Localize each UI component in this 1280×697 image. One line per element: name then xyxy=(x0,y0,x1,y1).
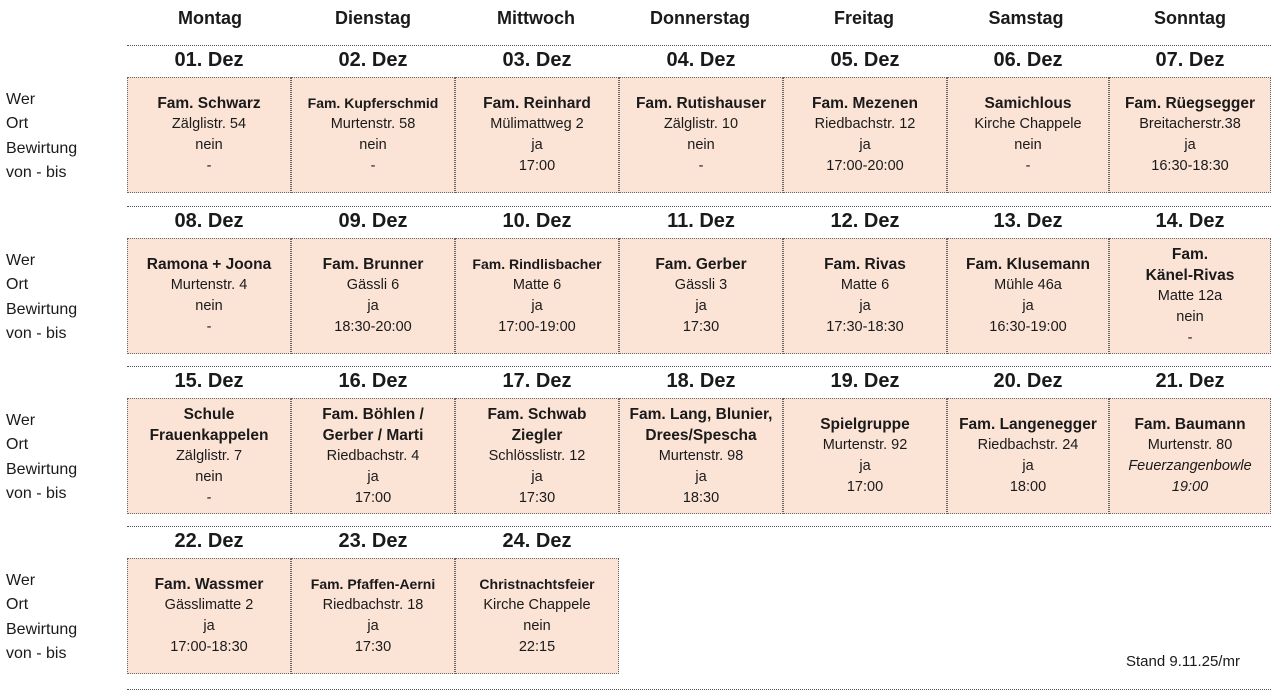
row-label: Bewirtung xyxy=(6,139,78,157)
day-name-freitag: Freitag xyxy=(833,8,894,28)
hospitality: ja xyxy=(695,468,707,485)
location: Riedbachstr. 12 xyxy=(814,116,916,132)
day-cell xyxy=(455,558,619,674)
location: Murtenstr. 4 xyxy=(170,277,248,293)
time-range: 17:30 xyxy=(518,489,556,506)
location: Zälglistr. 7 xyxy=(175,447,243,464)
hospitality: nein xyxy=(195,137,223,153)
date-label: 17. Dez xyxy=(502,370,572,392)
row-label: Bewirtung xyxy=(6,300,78,318)
location: Zälglistr. 54 xyxy=(171,116,247,132)
time-range: - xyxy=(206,489,212,506)
location: Matte 12a xyxy=(1157,287,1223,304)
host-name: Frauenkappelen xyxy=(149,426,269,444)
date-label: 10. Dez xyxy=(502,210,572,232)
location: Riedbachstr. 18 xyxy=(322,597,424,613)
hospitality: nein xyxy=(687,137,715,153)
day-cell xyxy=(1109,398,1271,514)
host-name: Fam. Schwab xyxy=(487,405,587,423)
host-name: Schule xyxy=(183,405,235,423)
row-label: Ort xyxy=(6,436,29,454)
location: Mülimattweg 2 xyxy=(490,116,584,132)
hospitality: ja xyxy=(367,618,379,634)
time-range: 17:00 xyxy=(518,158,556,174)
location: Kirche Chappele xyxy=(483,597,591,613)
row-label: von - bis xyxy=(6,644,67,662)
time-range: 17:00-19:00 xyxy=(498,319,576,335)
hospitality: ja xyxy=(859,298,871,314)
row-label: Ort xyxy=(6,276,29,294)
time-range: - xyxy=(1187,329,1193,346)
date-label: 22. Dez xyxy=(174,530,244,552)
hospitality: ja xyxy=(531,468,543,485)
host-name: Fam. Rüegsegger xyxy=(1124,95,1256,112)
week-separator xyxy=(127,526,1271,527)
row-label: Wer xyxy=(6,572,36,589)
row-label: Wer xyxy=(6,252,36,269)
day-cell xyxy=(291,238,455,354)
day-cell xyxy=(783,77,947,193)
location: Matte 6 xyxy=(512,277,562,293)
hospitality: nein xyxy=(523,618,551,634)
day-cell xyxy=(1109,238,1271,354)
host-name: Fam. Schwarz xyxy=(157,95,261,112)
hospitality: nein xyxy=(195,468,223,485)
date-label: 06. Dez xyxy=(993,49,1063,71)
date-label: 24. Dez xyxy=(502,530,572,552)
host-name: Fam. Langenegger xyxy=(959,416,1097,433)
day-cell xyxy=(127,77,291,193)
host-name: Ziegler xyxy=(511,426,563,444)
location: Mühle 46a xyxy=(994,277,1062,293)
row-labels xyxy=(6,88,77,185)
host-name: Fam. Pfaffen-Aerni xyxy=(310,576,436,592)
host-name: Fam. Rutishauser xyxy=(635,95,767,112)
location: Gässli 3 xyxy=(674,277,728,293)
host-name: Känel-Rivas xyxy=(1145,266,1235,284)
host-name: Fam. Klusemann xyxy=(965,256,1091,273)
hospitality: ja xyxy=(367,468,379,485)
hospitality: nein xyxy=(195,298,223,314)
week-separator xyxy=(127,366,1271,367)
time-range: 16:30-19:00 xyxy=(989,319,1067,335)
date-label: 21. Dez xyxy=(1155,370,1225,392)
date-label: 02. Dez xyxy=(338,49,408,71)
day-cell xyxy=(455,398,619,514)
host-name: Fam. Mezenen xyxy=(812,95,918,112)
host-name: Spielgruppe xyxy=(820,416,910,433)
day-name-samstag: Samstag xyxy=(988,8,1064,28)
time-range: 17:00 xyxy=(846,479,884,495)
day-cell xyxy=(291,77,455,193)
day-name-dienstag: Dienstag xyxy=(334,8,412,28)
hospitality: Feuerzangenbowle xyxy=(1128,458,1252,474)
week-separator xyxy=(127,206,1271,207)
date-label: 13. Dez xyxy=(993,210,1063,232)
date-label: 12. Dez xyxy=(830,210,900,232)
hospitality: ja xyxy=(695,298,707,314)
location: Zälglistr. 10 xyxy=(663,116,739,132)
day-cell xyxy=(127,558,291,674)
time-range: 17:00-20:00 xyxy=(826,158,904,174)
host-name: Fam. xyxy=(1171,245,1209,263)
time-range: 19:00 xyxy=(1171,479,1209,495)
location: Gässlimatte 2 xyxy=(164,597,254,613)
host-name: Drees/Spescha xyxy=(645,426,757,444)
day-name-donnerstag: Donnerstag xyxy=(649,8,750,28)
date-label: 05. Dez xyxy=(830,49,900,71)
row-labels xyxy=(6,569,77,666)
host-name: Fam. Wassmer xyxy=(154,576,264,593)
day-cell xyxy=(455,238,619,354)
date-label: 11. Dez xyxy=(667,210,735,232)
host-name: Fam. Lang, Blunier, xyxy=(629,405,773,423)
date-label: 07. Dez xyxy=(1155,49,1225,71)
location: Kirche Chappele xyxy=(974,116,1082,132)
host-name: Fam. Reinhard xyxy=(483,95,591,112)
day-cell xyxy=(455,77,619,193)
week-separator xyxy=(127,689,1271,690)
day-cell xyxy=(947,77,1109,193)
hospitality: ja xyxy=(367,298,379,314)
date-label: 16. Dez xyxy=(338,370,408,392)
location: Gässli 6 xyxy=(346,277,400,293)
day-cell xyxy=(619,398,783,514)
location: Murtenstr. 80 xyxy=(1147,437,1233,453)
time-range: 17:00-18:30 xyxy=(170,639,248,655)
hospitality: ja xyxy=(1184,137,1196,153)
date-label: 01. Dez xyxy=(174,49,244,71)
day-cell xyxy=(291,398,455,514)
row-label: von - bis xyxy=(6,324,67,342)
date-label: 08. Dez xyxy=(174,210,244,232)
day-cell xyxy=(783,398,947,514)
date-label: 23. Dez xyxy=(338,530,408,552)
day-cell xyxy=(291,558,455,674)
hospitality: ja xyxy=(859,137,871,153)
day-name-montag: Montag xyxy=(178,8,242,28)
row-label: Bewirtung xyxy=(6,620,78,638)
location: Riedbachstr. 4 xyxy=(326,447,420,464)
hospitality: ja xyxy=(1022,458,1034,474)
time-range: 18:00 xyxy=(1009,479,1047,495)
location: Murtenstr. 58 xyxy=(330,116,416,132)
row-label: Wer xyxy=(6,91,36,108)
day-cell xyxy=(619,238,783,354)
date-label: 19. Dez xyxy=(830,370,900,392)
date-label: 09. Dez xyxy=(338,210,408,232)
date-label: 03. Dez xyxy=(502,49,572,71)
host-name: Christnachtsfeier xyxy=(479,576,595,592)
date-label: 04. Dez xyxy=(666,49,736,71)
day-name-sonntag: Sonntag xyxy=(1154,8,1226,28)
host-name: Fam. Rindlisbacher xyxy=(472,256,602,272)
location: Breitacherstr.38 xyxy=(1139,116,1241,132)
row-label: von - bis xyxy=(6,484,67,502)
host-name: Fam. Böhlen / xyxy=(322,405,424,423)
host-name: Ramona + Joona xyxy=(146,256,272,273)
hospitality: ja xyxy=(1022,298,1034,314)
location: Schlösslistr. 12 xyxy=(488,447,586,464)
time-range: - xyxy=(698,158,704,174)
hospitality: ja xyxy=(859,458,871,474)
row-label: Wer xyxy=(6,412,36,429)
location: Murtenstr. 98 xyxy=(658,447,744,464)
date-label: 15. Dez xyxy=(174,370,244,392)
day-cell xyxy=(127,238,291,354)
hospitality: ja xyxy=(203,618,215,634)
row-labels xyxy=(6,409,77,506)
week-separator xyxy=(127,45,1271,46)
time-range: 22:15 xyxy=(518,639,556,655)
time-range: - xyxy=(1025,158,1031,174)
time-range: 17:30-18:30 xyxy=(826,319,904,335)
time-range: 18:30-20:00 xyxy=(334,319,412,335)
row-labels xyxy=(6,249,77,346)
hospitality: ja xyxy=(531,137,543,153)
day-cell xyxy=(783,238,947,354)
time-range: 17:30 xyxy=(682,319,720,335)
location: Murtenstr. 92 xyxy=(822,437,908,453)
host-name: Samichlous xyxy=(984,95,1072,112)
row-label: Bewirtung xyxy=(6,460,78,478)
date-label: 18. Dez xyxy=(666,370,736,392)
date-label: 14. Dez xyxy=(1155,210,1225,232)
host-name: Fam. Rivas xyxy=(824,256,906,273)
day-cell xyxy=(1109,77,1271,193)
stand-note: Stand 9.11.25/mr xyxy=(1126,653,1240,670)
time-range: - xyxy=(370,158,376,174)
hospitality: ja xyxy=(531,298,543,314)
time-range: - xyxy=(206,158,212,174)
hospitality: nein xyxy=(1176,308,1204,325)
day-cell xyxy=(127,398,291,514)
row-label: Ort xyxy=(6,596,29,614)
host-name: Fam. Baumann xyxy=(1134,416,1246,433)
time-range: 17:00 xyxy=(354,489,392,506)
time-range: 17:30 xyxy=(354,639,392,655)
time-range: 18:30 xyxy=(682,489,720,506)
host-name: Fam. Brunner xyxy=(322,256,424,273)
day-cell xyxy=(947,398,1109,514)
row-label: Ort xyxy=(6,115,29,133)
day-cell xyxy=(947,238,1109,354)
hospitality: nein xyxy=(1014,137,1042,153)
host-name: Fam. Kupferschmid xyxy=(307,95,439,111)
date-label: 20. Dez xyxy=(993,370,1063,392)
hospitality: nein xyxy=(359,137,387,153)
host-name: Fam. Gerber xyxy=(655,256,747,273)
location: Riedbachstr. 24 xyxy=(977,437,1079,453)
day-name-mittwoch: Mittwoch xyxy=(497,8,575,28)
day-cell xyxy=(619,77,783,193)
location: Matte 6 xyxy=(840,277,890,293)
row-label: von - bis xyxy=(6,163,67,181)
time-range: - xyxy=(206,319,212,335)
time-range: 16:30-18:30 xyxy=(1151,158,1229,174)
host-name: Gerber / Marti xyxy=(322,426,424,444)
